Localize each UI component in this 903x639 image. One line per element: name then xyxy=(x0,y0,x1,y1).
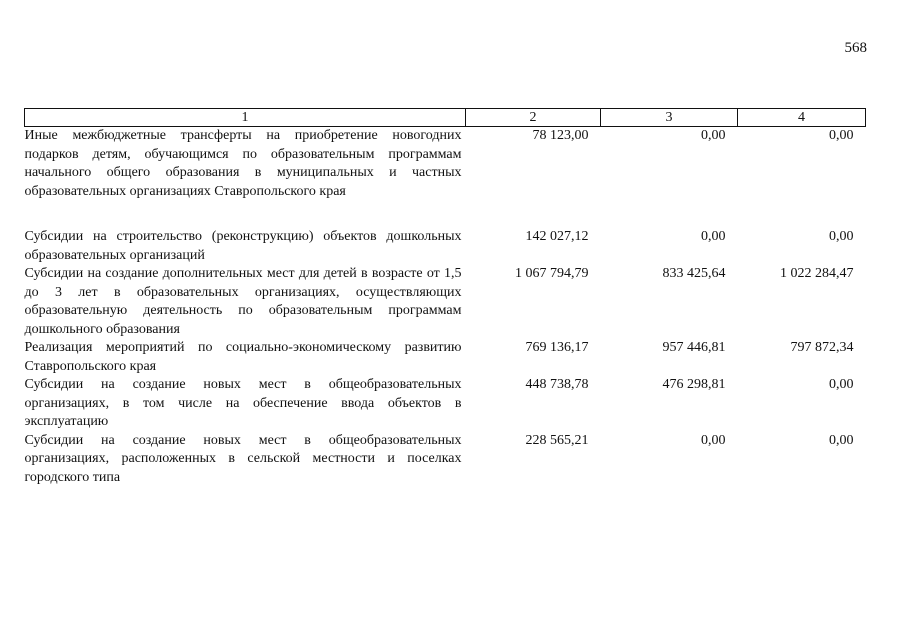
table-row xyxy=(25,376,866,432)
row-value-col3: 476 298,81 xyxy=(662,377,726,392)
header-row xyxy=(25,109,866,127)
row-name: Субсидии на строительство (реконструкцию) объектов дошкольных образовательных организаций xyxy=(24,229,462,263)
table-row xyxy=(25,265,866,339)
budget-table xyxy=(24,108,866,487)
row-value-col3: 0,00 xyxy=(701,229,726,244)
table-body xyxy=(25,127,866,488)
row-value-col2: 1 067 794,79 xyxy=(515,266,589,281)
row-value-col4: 0,00 xyxy=(829,432,854,448)
row-value-col2: 142 027,12 xyxy=(525,229,589,244)
row-value-col3: 957 446,81 xyxy=(662,340,726,355)
column-header-1: 1 xyxy=(25,109,466,127)
row-value-col2: 78 123,00 xyxy=(532,128,589,143)
row-value-col4: 0,00 xyxy=(829,377,854,392)
table-row xyxy=(25,339,866,376)
row-name: Субсидии на создание новых мест в общеобразовательных организациях, в том числе на обеспечение ввода объектов в эксплуатацию xyxy=(24,377,462,429)
page-number: 568 xyxy=(844,40,867,56)
row-value-col3: 0,00 xyxy=(701,432,726,448)
column-header-3: 3 xyxy=(601,109,738,127)
row-name: Иные межбюджетные трансферты на приобретение новогодних подарков детям, обучающимся по образовательным программам начального общего образования в муниципальных и частных образовательных организациях Ставропольского края xyxy=(24,128,462,199)
row-value-col2: 769 136,17 xyxy=(525,340,589,355)
row-value-col4: 0,00 xyxy=(829,128,854,143)
table-row xyxy=(25,432,866,488)
row-name: Реализация мероприятий по социально-экономическому развитию Ставропольского края xyxy=(24,340,462,374)
row-value-col2: 228 565,21 xyxy=(525,432,589,448)
row-value-col4: 797 872,34 xyxy=(790,340,854,355)
table-row xyxy=(25,228,866,265)
column-header-2: 2 xyxy=(466,109,601,127)
row-value-col4: 1 022 284,47 xyxy=(780,266,854,281)
row-value-col4: 0,00 xyxy=(829,229,854,244)
table-row xyxy=(25,127,866,229)
row-name: Субсидии на создание новых мест в общеобразовательных организациях, расположенных в сельской местности и поселках городского типа xyxy=(24,432,462,485)
table-header xyxy=(25,109,866,127)
row-value-col3: 833 425,64 xyxy=(662,266,726,281)
row-value-col2: 448 738,78 xyxy=(525,377,589,392)
row-value-col3: 0,00 xyxy=(701,128,726,143)
column-header-4: 4 xyxy=(738,109,866,127)
row-name: Субсидии на создание дополнительных мест для детей в возрасте от 1,5 до 3 лет в образовательных организациях, осуществляющих образовательную деятельность по образовательным программам дошкольного образования xyxy=(24,266,462,337)
